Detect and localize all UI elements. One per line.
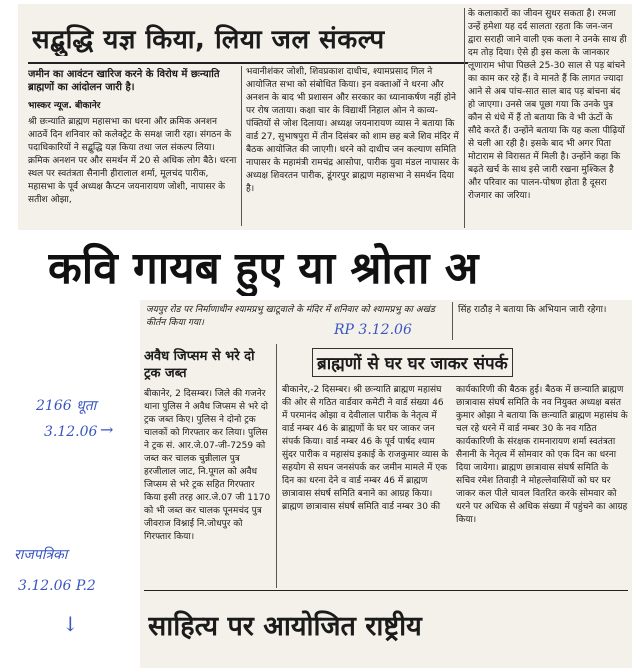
rp-date-note: RP 3.12.06 xyxy=(334,322,412,338)
lower-bottom-rule xyxy=(144,590,628,591)
down-arrow-icon: ↓ xyxy=(62,612,79,636)
lower-top-text: जयपुर रोड पर निर्माणाधीन श्यामप्रभु खाटूवाले के मंदिर में शनिवार को श्यामप्रभु का अखंड कीर्तन किया गया। xyxy=(146,305,435,328)
top-column-divider-2 xyxy=(464,8,465,228)
top-headline: सद्बुद्धि यज्ञ किया, लिया जल संकल्प xyxy=(32,25,385,55)
lower-top-right-text: सिंह राठौड़ ने बताया कि अभियान जारी रहेगा। xyxy=(458,305,607,315)
top-byline: भास्कर न्यूज. बीकानेर xyxy=(28,101,101,111)
brahmin-headline: ब्राह्मणों से घर घर जाकर संपर्क xyxy=(312,348,513,377)
brahmin-column-1: बीकानेर,-2 दिसम्बर। श्री छःन्याति ब्राह्मण महासंघ की ओर से गठित वार्डवार कमेटी ने वार्ड संख्या 46 में परमानंद ओझा व देवीलाल पारीक के नेतृत्व में वार्ड नम्बर 46 के ब्राह्मणों के घर घर जाकर जन संपर्क किया। वार्ड नम्बर 46 के पूर्व पार्षद श्याम सुंदर पारीक व महासंघ इकाई के राजकुमार व्यास के सहयोग से सघन जनसंपर्क कर जमीन मामले में एक दिन का धरना देने व वार्ड नम्बर 46 में ब्राह्मण छात्रावास संघर्ष समिति बनाने का आग्रह किया। ब्राह्मण छात्रावास संघर्ष समिति वार्ड नम्बर 30 की xyxy=(282,385,449,512)
top-column-2: भवानीशंकर जोशी, शिवप्रकाश दाधीच, श्यामप्रसाद गिल ने आयोजित सभा को संबोधित किया। इन वक्ताओं ने धरना और अनशन के बाद भी प्रशासन और सरकार का ध्यानाकर्षण नहीं होने पर रोष जताया। कक्षा चार के विद्यार्थी निहाल ओन ने काव्य-पंक्तियों से जोश दिलाया। अध्यक्ष जयनारायण व्यास ने बताया कि वार्ड 27, सुभाषपुरा में तीन दिसंबर को शाम छह बजे शिव मंदिर में बैठक आयोजित की जाएगी। धरने को दाधीच जन कल्याण समिति नापासर के महामंत्री रामचंद्र आसोपा, पारीक युवा मंडल नापासर के अध्यक्ष शिवरतन पारीक, डूंगरपुर ब्राह्मण महासभा ने समर्थन दिया है। xyxy=(246,67,459,194)
bottom-headline: साहित्य पर आयोजित राष्ट्रीय xyxy=(148,611,422,642)
top-column-3: के कलाकारों का जीवन सुधर सकता है। रमजा उन्हें हमेशा यह दर्द सालता रहता कि जन-जन द्वारा सराही जाने वाली एक कला ने उनके साथ ही दम तोड़ दिया। ऐसे ही इस कला के जानकार लूणाराम भोपा पिछले 25-30 साल से पड़ बांचने का काम कर रहे हैं। वे मानते हैं कि लागत ज्यादा आने से अब पांच-सात साल बाद पड़ बांचना बंद हो जाएगा। उनसे जब पूछा गया कि उनके पुत्र कौन से धंधे में हैं तो बताया कि वे भी ऊंटों के सौदे करते हैं। उन्होंने बताया कि यह कला पीढ़ियों से चली आ रही है। इसके बाद भी अगर पिता मोटाराम से विरासत में मिली है। उन्होंने कहा कि बढ़ते खर्च के साथ इसे जारी रखना मुश्किल है और परिवार का पालन-पोषण होता है दूसरा रोजगार का जरिया। xyxy=(468,9,627,201)
lower-column-divider xyxy=(276,344,277,588)
brahmin-column-2: कार्यकारिणी की बैठक हुई। बैठक में छःन्याति ब्राह्मण छात्रावास संघर्ष समिति के नव नियुक्त अध्यक्ष बसंत कुमार ओझा ने बताया कि छःन्याति ब्राह्मण महासंघ के चल रहे धरने में वार्ड नम्बर 30 के नव गठित कार्यकारिणी के संरक्षक रामनारायण शर्मा स्वतंत्रता सैनानी के नेतृत्व में सोमवार को एक दिन का धरना दिया जायेगा। ब्राह्मण छात्रावास संघर्ष समिति के सचिव रमेश तिवाड़ी ने मोहल्लेवासियों को घर घर जाकर कल पीले चावल वितरित करके सोमवार को धरने पर अधिक से अधिक संख्या में पहुंचने का आग्रह किया। xyxy=(456,385,628,525)
left-handwritten-note-1: 2166 धूता xyxy=(36,398,97,414)
top-column-divider-1 xyxy=(241,66,242,226)
gypsum-body: बीकानेर, 2 दिसम्बर। जिले की गजनेर थाना पुलिस ने अवैध जिप्सम से भरे दो ट्रक जब्त किए। पुलिस ने दोनो ट्रक चालकों को गिरफ्तार कर लिया। पुलिस ने ट्रक सं. आर.जे.07-जी-7259 को जब्त कर चालक चुन्नीलाल पुत्र हरजीलाल जाट, नि.पूगल को अवैध जिप्सम से भरे ट्रक सहित गिरफ्तार किया इसी तरह आर.जे.07 जी 1170 को भी जब्त कर चालक पूनमचंद पुत्र जीवराज विश्नाई नि.जोधपुर को गिरफ्तार किया। xyxy=(144,389,271,542)
arrow-icon: → xyxy=(100,420,114,439)
top-clipping xyxy=(18,4,632,230)
top-column-1: श्री छःन्याति ब्राह्मण महासभा का धरना और क्रमिक अनशन आठवें दिन शनिवार को कलेक्ट्रेट के समक्ष जारी रहा। संगठन के पदाधिकारियों ने सद्बुद्धि यज्ञ किया तथा जल संकल्प लिया। क्रमिक अनशन पर और समर्थन में 20 से अधिक लोग बैठे। धरना स्थल पर स्वतंत्रता सैनानी हीरालाल शर्मा, मूलचंद पारीक, महासभा के पूर्व अध्यक्ष कैप्टन जयनारायण जोशी, नापासर के सतीश ओझा, xyxy=(28,117,237,205)
top-subhead: जमीन का आवंटन खारिज करने के विरोध में छःन्याति ब्राह्मणों का आंदोलन जारी है। xyxy=(28,69,220,93)
top-headline-rule xyxy=(28,62,468,64)
left-handwritten-note-3: राजपत्रिका xyxy=(14,547,68,563)
lower-clipping xyxy=(140,300,632,668)
gypsum-headline: अवैध जिप्सम से भरे दो ट्रक जब्त xyxy=(144,349,255,381)
left-handwritten-note-4: 3.12.06 P.2 xyxy=(18,578,96,594)
left-handwritten-note-2: 3.12.06 xyxy=(44,424,98,440)
middle-headline: कवि गायब हुए या श्रोता अ xyxy=(48,243,479,294)
lower-top-divider xyxy=(452,302,453,340)
